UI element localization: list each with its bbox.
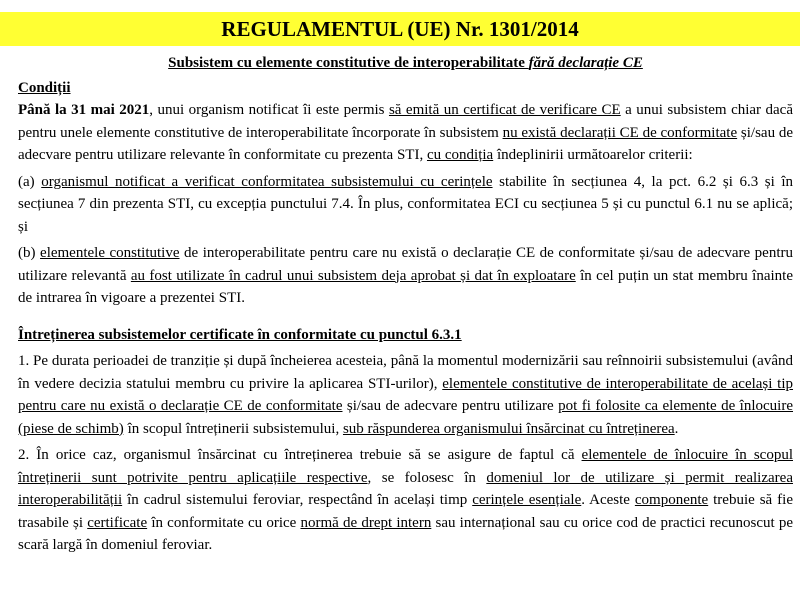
criterion-b: (b) elementele constitutive de interoperabilitate pentru care nu există o declarație CE de conformitate și/sau de adecvare pentru utilizare relevantă au fost utilizate în cadrul unui subsistem deja aprobat și dat în exploatare în cel puțin un stat membru înainte de intrarea în vigoare a prezentei STI. bbox=[18, 245, 794, 306]
conditions-heading: Condiții bbox=[18, 79, 71, 96]
subsystem-subtitle: Subsistem cu elemente constitutive de interoperabilitate fără declarație CE bbox=[168, 55, 643, 71]
document-body bbox=[18, 52, 793, 557]
maintenance-heading: Întreținerea subsistemelor certificate în conformitate cu punctul 6.3.1 bbox=[18, 326, 462, 343]
paragraph-maintenance-2: 2. În orice caz, organismul însărcinat cu întreținerea trebuie să se asigure de faptul că elementele de înlocuire în scopul întreținerii sunt potrivite pentru aplicațiile respective, se folosesc în domeniul lor de utilizare și permit realizarea interoperabilității în cadrul sistemului feroviar, respectând în același timp cerințele esențiale. Aceste componente trebuie să fie trasabile și certificate în conformitate cu orice normă de drept intern sau internațional sau cu orice cod de practici recunoscut pe scară largă în domeniul feroviar. bbox=[18, 447, 793, 553]
regulation-title: REGULAMENTUL (UE) Nr. 1301/2014 bbox=[221, 16, 579, 41]
paragraph-transition-rule: Până la 31 mai 2021, unui organism notificat îi este permis să emită un certificat de verificare CE a unui subsistem chiar dacă pentru unele elemente constitutive de interoperabilitate încorporate în subsistem nu există declarații CE de conformitate și/sau de adecvare pentru utilizare relevante în conformitate cu prezenta STI, cu condiția îndeplinirii următoarelor criterii: bbox=[18, 102, 793, 163]
regulation-title-banner bbox=[0, 12, 800, 46]
criterion-a: (a) organismul notificat a verificat conformitatea subsistemului cu cerințele stabilite în secțiunea 4, la pct. 6.2 și 6.3 și în secțiunea 7 din prezenta STI, cu excepția punctului 7.4. În plus, conformitatea ECI cu secțiunea 5 și cu punctul 6.1 nu se aplică; și bbox=[18, 173, 793, 235]
paragraph-maintenance-1: 1. Pe durata perioadei de tranziție și după încheierea acesteia, până la momentul modernizării sau reînnoirii subsistemului (având în vedere decizia statului membru cu privire la aplicarea STI-urilor), elementele constitutive de interoperabilitate de același tip pentru care nu există o declarație CE de conformitate și/sau de adecvare pentru utilizare pot fi folosite ca elemente de înlocuire (piese de schimb) în scopul întreținerii subsistemului, sub răspunderea organismului însărcinat cu întreținerea. bbox=[18, 353, 794, 437]
